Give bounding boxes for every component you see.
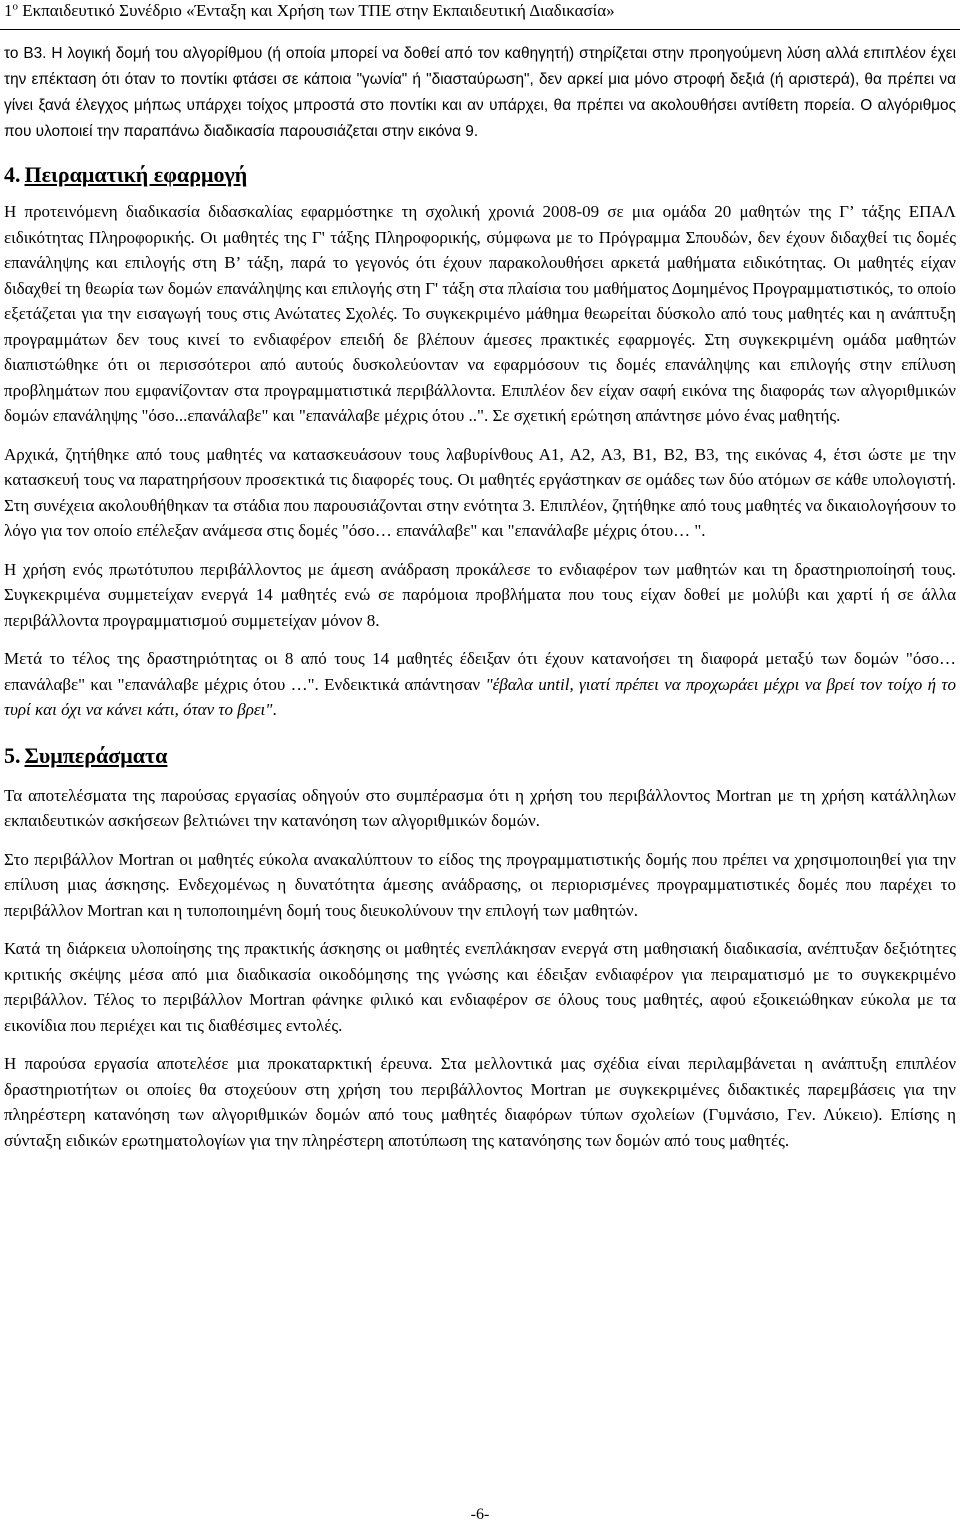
section-5-paragraph-3: Κατά τη διάρκεια υλοποίησης της πρακτικής άσκησης οι μαθητές ενεπλάκησαν ενεργά στη μαθησιακή διαδικασία, ανέπτυξαν δεξιότητες κριτικής σκέψης μέσα από μια διαδικασία οικοδόμησης της γνώσης και έδειξαν ενδιαφέρον για πειραματισμό με το συγκεκριμένο περιβάλλον. Τέλος το περιβάλλον Mortran φάνηκε φιλικό και ενδιαφέρον σε όλους τους μαθητές, αφού εξοικειώθηκαν εύκολα με τα εικονίδια που περιέχει και τις διαθέσιμες εντολές. — [4, 939, 956, 1035]
page-content — [4, 41, 956, 1166]
header-superscript: ο — [12, 0, 18, 13]
section-4-paragraph-1: Η προτεινόμενη διαδικασία διδασκαλίας εφαρμόστηκε τη σχολική χρονιά 2008-09 σε μια ομάδα 20 μαθητών της Γ’ τάξης ΕΠΑΛ ειδικότητας Πληροφορικής. Οι μαθητές της Γ' τάξης Πληροφορικής, σύμφωνα με το Πρόγραμμα Σπουδών, δεν έχουν διδαχθεί τις δομές επανάληψης και επιλογής στη Β’ τάξη, παρά το γεγονός ότι έχουν παρακολουθήσει αρκετά μαθήματα ειδικότητας. Οι μαθητές είχαν διδαχθεί τη θεωρία των δομών επανάληψης και επιλογής στη Γ' τάξη στα πλαίσια του μαθήματος Δομημένος Προγραμματιστικός, το οποίο εξετάζεται για την εισαγωγή τους στις Ανώτατες Σχολές. Το συγκεκριμένο μάθημα θεωρείται δύσκολο από τους μαθητές και η ανάπτυξη προγραμμάτων δεν τους κινεί το ενδιαφέρον επειδή δε βλέπουν άμεσες πρακτικές εφαρμογές. Στη συγκεκριμένη ομάδα μαθητών διαπιστώθηκε ότι οι περισσότεροι από αυτούς δυσκολεύονταν να εφαρμόσουν τις δομές επανάληψης και επιλογής στην επίλυση προβλημάτων που εμφανίζονταν στα προγραμματιστικά περιβάλλοντα. Επιπλέον δεν είχαν σαφή εικόνα της διαφοράς των αλγοριθμικών δομών επανάληψης "όσο...επανάλαβε" και "επανάλαβε μέχρις ότου ..". Σε σχετική ερώτηση απάντησε μόνο ένας μαθητής. — [4, 202, 956, 425]
running-header — [0, 0, 960, 30]
section-5-title: Συμπεράσματα — [24, 742, 168, 768]
paragraph-4-text: Μετά το τέλος της δραστηριότητας οι 8 από τους 14 μαθητές έδειξαν ότι έχουν κατανοήσει τη διαφορά μεταξύ των δομών "όσο… επανάλαβε" και "επανάλαβε μέχρις ότου …". Ενδεικτικά απάντησαν — [4, 649, 956, 694]
intro-paragraph: το Β3. Η λογική δομή του αλγορίθμου (ή οποία μπορεί να δοθεί από τον καθηγητή) στηρίζεται στην προηγούμενη λύση αλλά επιπλέον έχει την επέκταση ότι όταν το ποντίκι φτάσει σε κάποια "γωνία" ή "διασταύρωση", δεν αρκεί μια μόνο στροφή δεξιά (ή αριστερά), θα πρέπει να γίνει ξανά έλεγχος μήπως υπάρχει τοίχος μπροστά στο ποντίκι και αν υπάρχει, θα πρέπει να ακολουθήσει αντίθετη πορεία. Ο αλγόριθμος που υλοποιεί την παραπάνω διαδικασία παρουσιάζεται στην εικόνα 9. — [4, 45, 956, 140]
header-number: 1 — [4, 1, 13, 20]
section-5-paragraph-4: Η παρούσα εργασία αποτελέσε μια προκαταρκτική έρευνα. Στα μελλοντικά μας σχέδια είναι περιλαμβάνεται η ανάπτυξη επιπλέον δραστηριοτήτων οι οποίες θα στοχεύουν στη χρήση του περιβάλλοντος Mortran με συγκεκριμένες διδακτικές παρεμβάσεις για την πληρέστερη κατανόηση των αλγοριθμικών δομών από τους μαθητές διαφόρων τύπων σχολείων (Γυμνάσιο, Γεν. Λύκειο). Επίσης η σύνταξη ειδικών ερωτηματολογίων για την πληρέστερη αποτύπωση της κατανόησης των δομών από τους μαθητές. — [4, 1054, 956, 1150]
section-5-paragraph-2: Στο περιβάλλον Mortran οι μαθητές εύκολα ανακαλύπτουν το είδος της προγραμματιστικής δομής που πρέπει να χρησιμοποιηθεί για την επίλυση μιας άσκησης. Ενδεχομένως η δυνατότητα άμεσης ανάδρασης, οι περιορισμένες προγραμματιστικές δομές που παρέχει το περιβάλλον Mortran και η τυποποιημένη δομή τους διευκολύνουν την επιλογή των μαθητών. — [4, 849, 956, 920]
student-quote: "έβαλα until, γιατί πρέπει να προχωράει μέχρι να βρεί τον τοίχο ή το τυρί και όχι να κάνει κάτι, όταν το βρει" — [4, 674, 956, 719]
section-5-number: 5. — [4, 742, 21, 768]
section-4-title: Πειραματική εφαρμογή — [24, 162, 248, 187]
section-5-heading — [4, 742, 956, 770]
section-4-paragraph-2: Αρχικά, ζητήθηκε από τους μαθητές να κατασκευάσουν τους λαβυρίνθους Α1, Α2, Α3, Β1, Β2, Β3, της εικόνας 4, έτσι ώστε με την κατασκευή τους να παρατηρήσουν προσεκτικά τις διαφορές τους. Οι μαθητές εργάστηκαν σε ομάδες των δύο ατόμων σε κάθε υπολογιστή. Στη συνέχεια ακολουθήθηκαν τα στάδια που παρουσιάζονται στην ενότητα 3. Επιπλέον, ζητήθηκε από τους μαθητές να δικαιολογήσουν το λόγο για τον οποίο επέλεξαν ανάμεσα στις δομές "όσο… επανάλαβε" και "επανάλαβε μέχρις ότου… ". — [4, 444, 956, 540]
page-number: -6- — [470, 1506, 490, 1523]
section-4-heading — [4, 161, 956, 189]
section-5-paragraph-1: Τα αποτελέσματα της παρούσας εργασίας οδηγούν στο συμπέρασμα ότι η χρήση του περιβάλλοντος Mortran με τη χρήση κατάλληλων εκπαιδευτικών ασκήσεων βελτιώνει την κατανόηση των αλγοριθμικών δομών. — [4, 785, 956, 830]
section-4-paragraph-3: Η χρήση ενός πρωτότυπου περιβάλλοντος με άμεση ανάδραση προκάλεσε το ενδιαφέρον των μαθητών και τη δραστηριοποίησή τους. Συγκεκριμένα συμμετείχαν ενεργά 14 μαθητές ενώ σε παρόμοια προβλήματα που τους είχαν δοθεί με μολύβι και χαρτί ή σε άλλα περιβάλλοντα προγραμματισμού συμμετείχαν μόνον 8. — [4, 559, 956, 630]
header-text: Εκπαιδευτικό Συνέδριο «Ένταξη και Χρήση των ΤΠΕ στην Εκπαιδευτική Διαδικασία» — [18, 1, 615, 20]
section-4-number: 4. — [4, 162, 21, 187]
paragraph-4-end: . — [272, 700, 277, 719]
section-4-paragraph-4 — [4, 646, 956, 723]
